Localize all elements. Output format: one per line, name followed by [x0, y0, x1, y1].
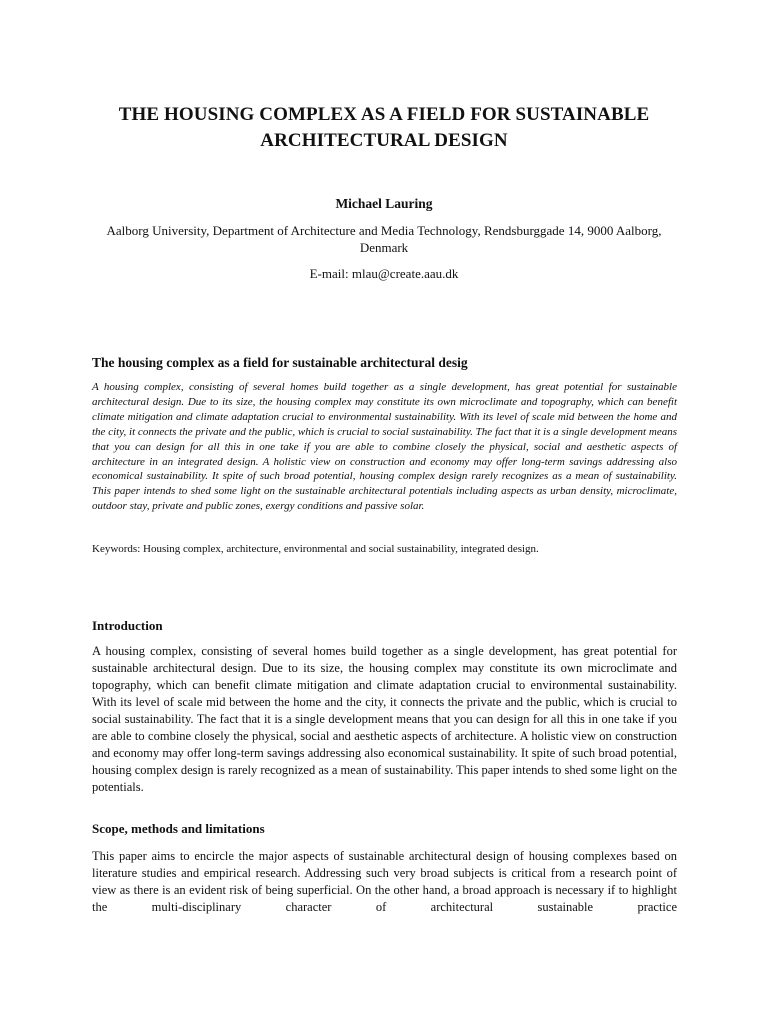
author-email: E-mail: mlau@create.aau.dk [309, 266, 459, 281]
author-affiliation: Aalborg University, Department of Architecture and Media Technology, Rendsburggade 14, 9000 Aalborg, Denmark [106, 223, 662, 255]
keywords: Keywords: Housing complex, architecture, environmental and social sustainability, integrated design. [92, 543, 539, 555]
section-heading-introduction: Introduction [92, 618, 163, 633]
section-heading-scope: Scope, methods and limitations [92, 821, 265, 836]
author-name: Michael Lauring [335, 196, 433, 211]
scope-paragraph: This paper aims to encircle the major aspects of sustainable architectural design of housing complexes based on literature studies and empirical research. Addressing such very broad subjects is critical from a research point of view as there is an evident risk of being superficial. On the other hand, a broad approach is necessary if to highlight the multi-disciplinary character of architectural sustainable practice [92, 849, 677, 914]
abstract-heading: The housing complex as a field for sustainable architectural desig [92, 355, 468, 370]
paper-title: THE HOUSING COMPLEX AS A FIELD FOR SUSTAINABLE ARCHITECTURAL DESIGN [118, 104, 650, 151]
introduction-paragraph: A housing complex, consisting of several homes build together as a single development, has great potential for sustainable architectural design. Due to its size, the housing complex may constitute its own microclimate and topography, which can benefit climate mitigation and climate adaptation crucial to environmental sustainability. With its level of scale mid between the home and the city, it connects the private and the public, which is crucial to social sustainability. The fact that it is a single development means that you can design for all this in one take if you are able to combine closely the physical, social and aesthetic aspects of architecture. A holistic view on construction and economy may offer long-term savings addressing also economical sustainability. It spite of such broad potential, housing complex design is rarely recognized as a mean of sustainability. This paper intends to shed some light on the potentials. [92, 644, 677, 794]
abstract-body: A housing complex, consisting of several homes build together as a single development, has great potential for sustainable architectural design. Due to its size, the housing complex may constitute its own microclimate and topography, which can benefit climate mitigation and climate adaptation crucial to environmental sustainability. With its level of scale mid between the home and the city, it connects the private and the public, which is crucial to social sustainability. The fact that it is a single development means that you can design for all this in one take if you are able to combine closely the physical, social and aesthetic aspects of architecture in an integrated design. A holistic view on construction and economy may offer long-term savings addressing also economical sustainability. It spite of such broad potential, housing complex design rarely recognizes as a mean of sustainability. This paper intends to shed some light on the sustainable architectural potentials including aspects as urban density, microclimate, outdoor stay, private and public zones, exergy conditions and passive solar. [92, 381, 677, 513]
